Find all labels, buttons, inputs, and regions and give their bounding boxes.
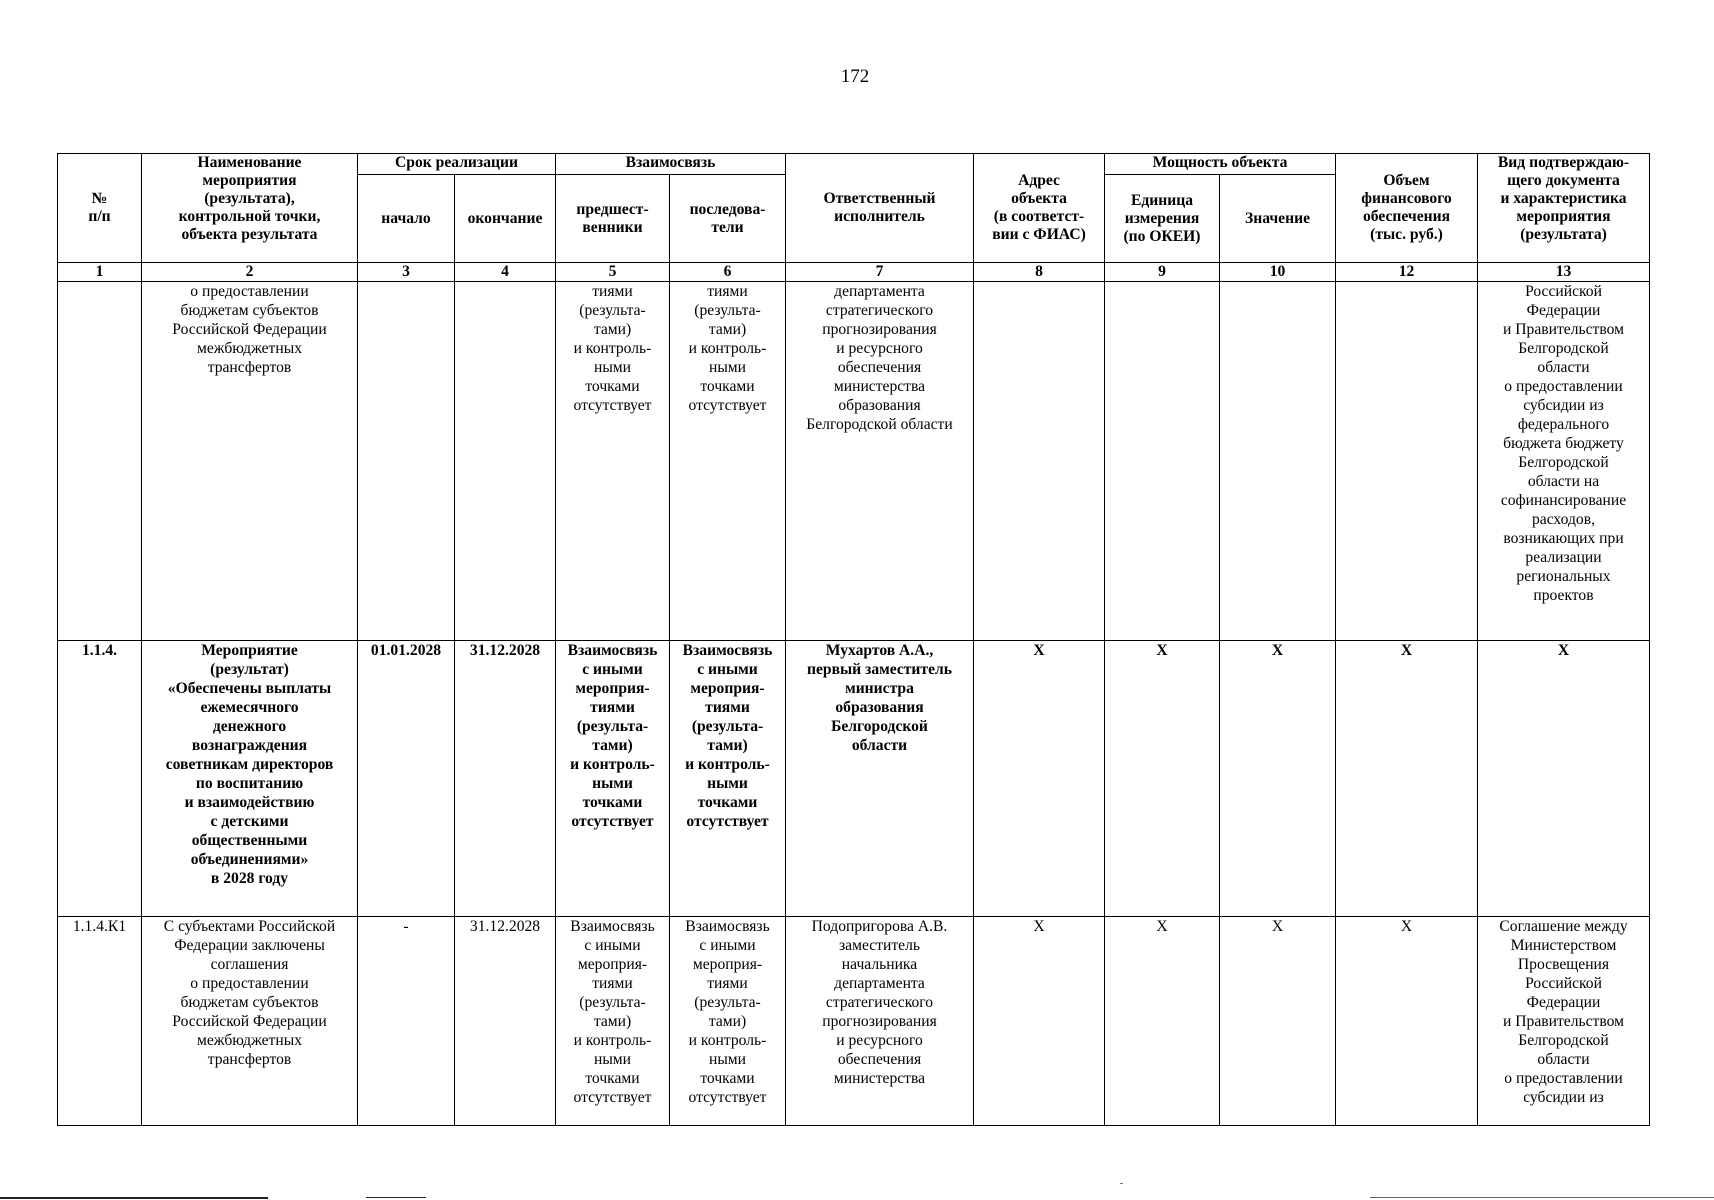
column-number: 3 (358, 263, 455, 282)
cell-value (1220, 282, 1336, 641)
scan-edge-line (1370, 1197, 1714, 1198)
cell-prev: Взаимосвязь с иными мероприя- тиями (результа- тами) и контроль- ными точками отсутствует (556, 641, 670, 917)
cell-prev: тиями (результа- тами) и контроль- ными точками отсутствует (556, 282, 670, 641)
column-number: 4 (455, 263, 556, 282)
cell-doc: Х (1478, 641, 1650, 917)
header-link-group: Взаимосвязь (556, 154, 786, 175)
cell-responsible: Подопригорова А.В. заместитель начальника департамента стратегического прогнозирования и ресурсного обеспечения министерства (786, 917, 974, 1126)
table-row (58, 641, 1650, 917)
column-number: 2 (142, 263, 358, 282)
cell-value: Х (1220, 641, 1336, 917)
cell-finance: Х (1336, 917, 1478, 1126)
header-term-group: Срок реализации (358, 154, 556, 175)
cell-start: - (358, 917, 455, 1126)
header-finance: Объем финансового обеспечения (тыс. руб.) (1336, 154, 1478, 263)
column-number-row (58, 263, 1650, 282)
header-capacity-value: Значение (1220, 175, 1336, 263)
header-capacity-unit: Единица измерения (по ОКЕИ) (1105, 175, 1220, 263)
header-responsible: Ответственный исполнитель (786, 154, 974, 263)
header-link-prev: предшест- венники (556, 175, 670, 263)
cell-unit: Х (1105, 917, 1220, 1126)
cell-value: Х (1220, 917, 1336, 1126)
cell-next: Взаимосвязь с иными мероприя- тиями (результа- тами) и контроль- ными точками отсутствует (670, 641, 786, 917)
cell-prev: Взаимосвязь с иными мероприя- тиями (результа- тами) и контроль- ными точками отсутствует (556, 917, 670, 1126)
header-num: № п/п (58, 154, 142, 263)
cell-name: о предоставлении бюджетам субъектов Российской Федерации межбюджетных трансфертов (142, 282, 358, 641)
cell-responsible: департамента стратегического прогнозирования и ресурсного обеспечения министерства образования Белгородской области (786, 282, 974, 641)
header-link-next: последова- тели (670, 175, 786, 263)
cell-address: Х (974, 917, 1105, 1126)
cell-num: 1.1.4.К1 (58, 917, 142, 1126)
column-number: 7 (786, 263, 974, 282)
cell-doc: Российской Федерации и Правительством Белгородской области о предоставлении субсидии из федерального бюджета бюджету Белгородской области на софинансирование расходов, возникающих при реализации региональных проектов (1478, 282, 1650, 641)
header-name: Наименование мероприятия (результата), контрольной точки, объекта результата (142, 154, 358, 263)
cell-name: Мероприятие (результат) «Обеспечены выплаты ежемесячного денежного вознаграждения советникам директоров по воспитанию и взаимодействию с детскими общественными объединениями» в 2028 году (142, 641, 358, 917)
cell-next: Взаимосвязь с иными мероприя- тиями (результа- тами) и контроль- ными точками отсутствует (670, 917, 786, 1126)
column-number: 1 (58, 263, 142, 282)
header-capacity-group: Мощность объекта (1105, 154, 1336, 175)
cell-end: 31.12.2028 (455, 917, 556, 1126)
page-number: 172 (840, 66, 870, 87)
cell-unit: Х (1105, 641, 1220, 917)
column-number: 10 (1220, 263, 1336, 282)
header-term-start: начало (358, 175, 455, 263)
table-row (58, 282, 1650, 641)
cell-start: 01.01.2028 (358, 641, 455, 917)
cell-responsible: Мухартов А.А., первый заместитель министра образования Белгородской области (786, 641, 974, 917)
cell-next: тиями (результа- тами) и контроль- ными точками отсутствует (670, 282, 786, 641)
measures-table (57, 153, 1650, 1126)
header-row-1 (58, 154, 1650, 175)
column-number: 12 (1336, 263, 1478, 282)
cell-name: С субъектами Российской Федерации заключены соглашения о предоставлении бюджетам субъектов Российской Федерации межбюджетных трансфертов (142, 917, 358, 1126)
cell-end (455, 282, 556, 641)
cell-num (58, 282, 142, 641)
column-number: 9 (1105, 263, 1220, 282)
cell-address: Х (974, 641, 1105, 917)
header-term-end: окончание (455, 175, 556, 263)
column-number: 6 (670, 263, 786, 282)
cell-doc: Соглашение между Министерством Просвещения Российской Федерации и Правительством Белгородской области о предоставлении субсидии из (1478, 917, 1650, 1126)
column-number: 13 (1478, 263, 1650, 282)
cell-start (358, 282, 455, 641)
header-doc-type: Вид подтверждаю- щего документа и характеристика мероприятия (результата) (1478, 154, 1650, 263)
cell-num: 1.1.4. (58, 641, 142, 917)
column-number: 5 (556, 263, 670, 282)
header-address: Адрес объекта (в соответст- вии с ФИАС) (974, 154, 1105, 263)
cell-end: 31.12.2028 (455, 641, 556, 917)
column-number: 8 (974, 263, 1105, 282)
scan-edge-line (366, 1197, 426, 1198)
scan-edge-line (0, 1197, 268, 1199)
cell-unit (1105, 282, 1220, 641)
cell-finance (1336, 282, 1478, 641)
cell-finance: Х (1336, 641, 1478, 917)
table-row (58, 917, 1650, 1126)
cell-address (974, 282, 1105, 641)
scan-speck (1120, 1183, 1123, 1184)
